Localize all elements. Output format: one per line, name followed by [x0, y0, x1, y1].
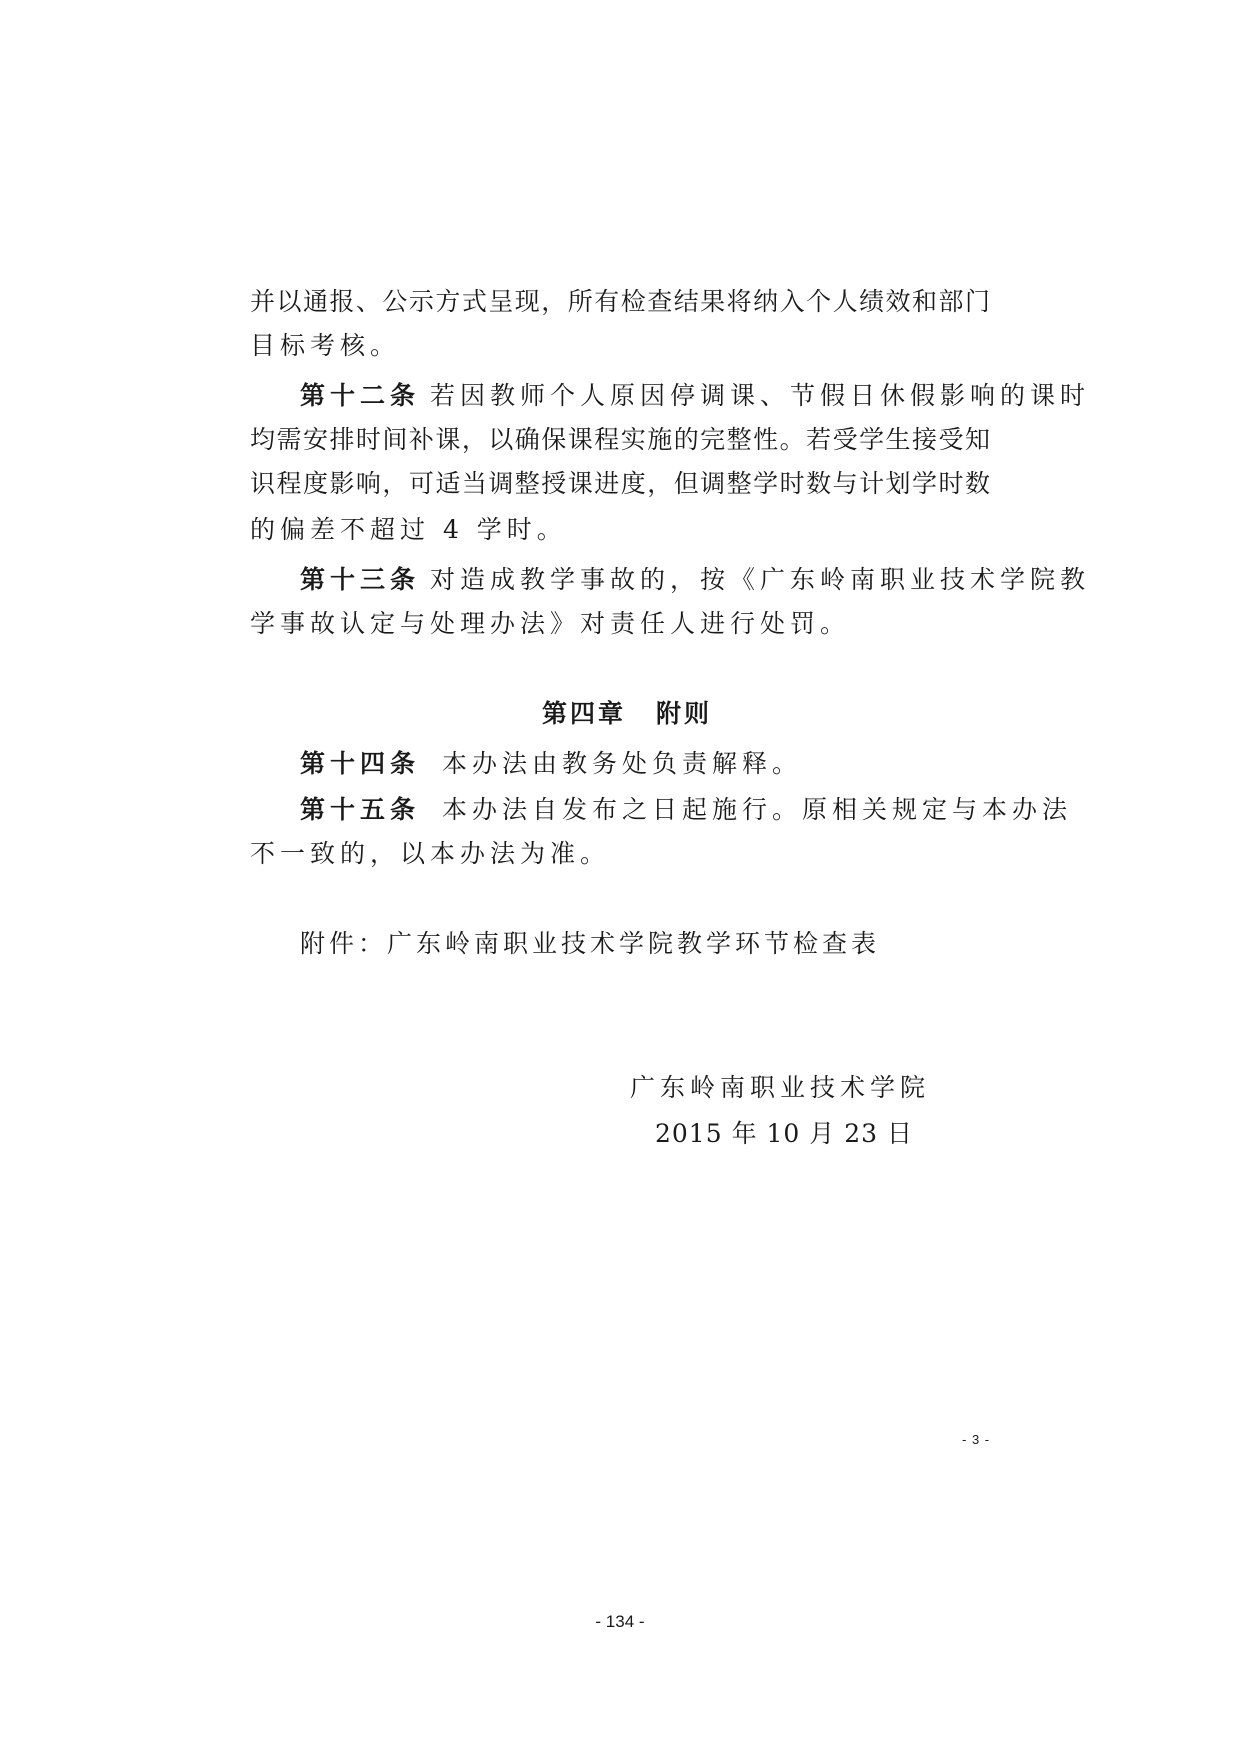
attachment-line: 附件：广东岭南职业技术学院教学环节检查表: [300, 929, 881, 958]
paragraph-line: 学事故认定与处理办法》对责任人进行处罚。: [250, 609, 851, 638]
article-14-text: 本办法由教务处负责解释。: [442, 749, 803, 778]
article-12-text: 若因教师个人原因停调课、节假日休假影响的课时: [430, 381, 1091, 410]
chapter-heading: [542, 696, 712, 732]
signature-date: 2015 年 10 月 23 日: [655, 1119, 913, 1148]
paragraph-line: 不一致的，以本办法为准。: [250, 839, 611, 868]
article-15-text: 本办法自发布之日起施行。原相关规定与本办法: [442, 795, 1073, 824]
article-15-first-line: [300, 792, 1072, 828]
article-13-text: 对造成教学事故的，按《广东岭南职业技术学院教: [430, 565, 1091, 594]
article-14-label: 第十四条: [300, 749, 421, 778]
article-14-line: [300, 746, 802, 782]
paragraph-line: 的偏差不超过 4 学时。: [250, 515, 567, 544]
signature-institution: 广东岭南职业技术学院: [630, 1073, 931, 1102]
chapter-title: 附则: [656, 699, 713, 728]
paragraph-line: 识程度影响，可适当调整授课进度，但调整学时数与计划学时数: [250, 469, 990, 498]
article-13-label: 第十三条: [300, 565, 421, 594]
outer-page-number: - 134 -: [595, 1612, 645, 1631]
article-12-first-line: [300, 378, 1090, 414]
paragraph-line: 并以通报、公示方式呈现，所有检查结果将纳入个人绩效和部门: [250, 287, 990, 316]
inner-page-number: - 3 -: [962, 1432, 991, 1447]
article-15-label: 第十五条: [300, 795, 421, 824]
article-13-first-line: [300, 562, 1090, 598]
paragraph-line: 目标考核。: [250, 331, 401, 360]
article-12-label: 第十二条: [300, 381, 421, 410]
paragraph-line: 均需安排时间补课，以确保课程实施的完整性。若受学生接受知: [250, 425, 990, 454]
chapter-number: 第四章: [542, 699, 627, 728]
